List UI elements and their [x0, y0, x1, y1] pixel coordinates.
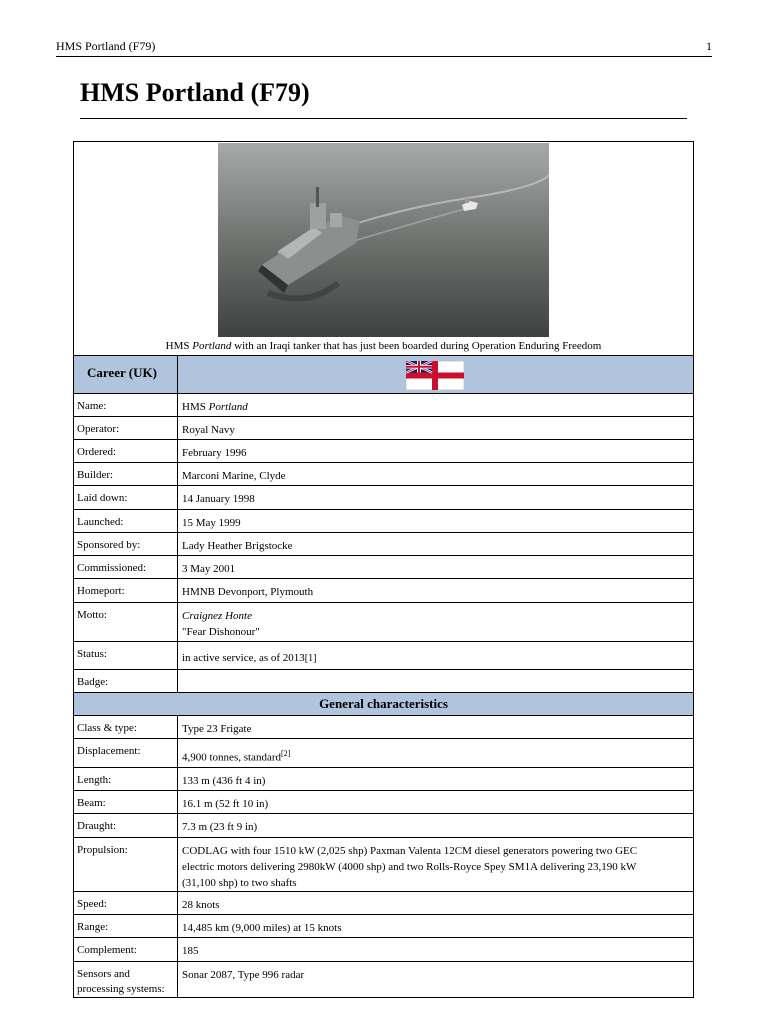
- value-badge: [178, 670, 693, 692]
- label-sensors-line-1: Sensors and: [77, 968, 130, 980]
- running-title: HMS Portland (F79): [56, 39, 156, 53]
- value-length: 133 m (436 ft 4 in): [182, 775, 266, 787]
- page-number: 1: [706, 39, 712, 53]
- infobox: [73, 141, 694, 998]
- value-name-prefix: HMS: [182, 401, 209, 413]
- label-badge: Badge:: [74, 670, 178, 692]
- value-ordered: February 1996: [182, 447, 247, 459]
- label-commissioned: Commissioned:: [74, 556, 178, 578]
- career-ensign-cell: [178, 356, 693, 393]
- row-beam: [74, 790, 693, 813]
- row-draught: [74, 813, 693, 837]
- page-title: HMS Portland (F79): [80, 78, 310, 107]
- row-name: [74, 393, 693, 416]
- displacement-reference: [2]: [280, 749, 291, 758]
- label-builder: Builder:: [74, 463, 178, 485]
- label-draught: Draught:: [74, 814, 178, 837]
- value-displacement: [178, 739, 693, 767]
- label-speed: Speed:: [74, 892, 178, 914]
- caption-text-rest: with an Iraqi tanker that has just been boarded during Operation Enduring Freedom: [231, 340, 602, 352]
- label-ordered: Ordered:: [74, 440, 178, 462]
- row-speed: [74, 891, 693, 914]
- label-propulsion: Propulsion:: [74, 838, 178, 891]
- label-launched: Launched:: [74, 510, 178, 532]
- label-laid-down: Laid down:: [74, 486, 178, 509]
- value-beam: 16.1 m (52 ft 10 in): [182, 798, 269, 810]
- row-class: [74, 715, 693, 738]
- career-heading: Career (UK): [74, 356, 178, 393]
- row-complement: [74, 937, 693, 961]
- value-launched: 15 May 1999: [182, 517, 241, 529]
- label-sensors-line-2: processing systems:: [77, 983, 165, 995]
- photo-caption: [74, 340, 693, 352]
- label-displacement: Displacement:: [74, 739, 178, 767]
- value-speed: 28 knots: [182, 899, 220, 911]
- value-operator: Royal Navy: [182, 424, 235, 436]
- label-complement: Complement:: [74, 938, 178, 961]
- value-name-italic: Portland: [208, 401, 248, 413]
- propulsion-line-2: electric motors delivering 2980kW (4000 shp) and two Rolls-Royce Spey SM1A delivering 23,190 kW: [182, 861, 637, 873]
- row-motto: [74, 602, 693, 641]
- row-badge: [74, 669, 693, 692]
- value-propulsion: [178, 838, 693, 891]
- value-status: [178, 642, 693, 669]
- caption-ship-name: Portland: [192, 340, 232, 352]
- value-sponsored: Lady Heather Brigstocke: [182, 540, 293, 552]
- label-range: Range:: [74, 915, 178, 937]
- row-sponsored: [74, 532, 693, 555]
- value-range: 14,485 km (9,000 miles) at 15 knots: [182, 922, 342, 934]
- displacement-text: 4,900 tonnes, standard: [182, 751, 281, 764]
- value-draught: 7.3 m (23 ft 9 in): [182, 821, 258, 833]
- motto-text: Craignez Honte: [182, 610, 252, 622]
- row-status: [74, 641, 693, 669]
- label-length: Length:: [74, 768, 178, 790]
- caption-text: HMS: [165, 340, 193, 352]
- label-sponsored: Sponsored by:: [74, 533, 178, 555]
- value-class: Type 23 Frigate: [182, 723, 252, 735]
- label-motto: Motto:: [74, 603, 178, 641]
- status-text: in active service, as of 2013: [182, 652, 305, 664]
- row-operator: [74, 416, 693, 439]
- value-sensors: Sonar 2087, Type 996 radar: [182, 969, 305, 981]
- row-length: [74, 767, 693, 790]
- label-sensors: [74, 962, 178, 997]
- row-ordered: [74, 439, 693, 462]
- label-status: Status:: [74, 642, 178, 669]
- general-header-row: General characteristics: [74, 692, 693, 715]
- row-homeport: [74, 578, 693, 602]
- value-builder: Marconi Marine, Clyde: [182, 470, 286, 482]
- status-reference: [1]: [304, 653, 317, 664]
- career-header-row: [74, 355, 693, 393]
- running-header: [56, 38, 712, 57]
- row-builder: [74, 462, 693, 485]
- motto-translation: "Fear Dishonour": [182, 626, 260, 638]
- row-sensors: [74, 961, 693, 997]
- label-operator: Operator:: [74, 417, 178, 439]
- row-laid-down: [74, 485, 693, 509]
- propulsion-line-1: CODLAG with four 1510 kW (2,025 shp) Paxman Valenta 12CM diesel generators powering two GEC: [182, 845, 638, 857]
- value-complement: 185: [182, 945, 199, 957]
- label-name: Name:: [74, 394, 178, 416]
- row-range: [74, 914, 693, 937]
- value-laid-down: 14 January 1998: [182, 493, 255, 505]
- value-commissioned: 3 May 2001: [182, 563, 236, 575]
- row-propulsion: [74, 837, 693, 891]
- label-beam: Beam:: [74, 791, 178, 813]
- propulsion-line-3: (31,100 shp) to two shafts: [182, 877, 297, 889]
- value-motto: [178, 603, 693, 641]
- white-ensign-flag-icon: [406, 361, 464, 390]
- ship-photo: [218, 143, 549, 337]
- row-commissioned: [74, 555, 693, 578]
- value-name: [178, 394, 693, 416]
- row-displacement: [74, 738, 693, 767]
- title-rule: [80, 118, 687, 119]
- row-launched: [74, 509, 693, 532]
- label-homeport: Homeport:: [74, 579, 178, 602]
- value-homeport: HMNB Devonport, Plymouth: [182, 586, 314, 598]
- label-class: Class & type:: [74, 716, 178, 738]
